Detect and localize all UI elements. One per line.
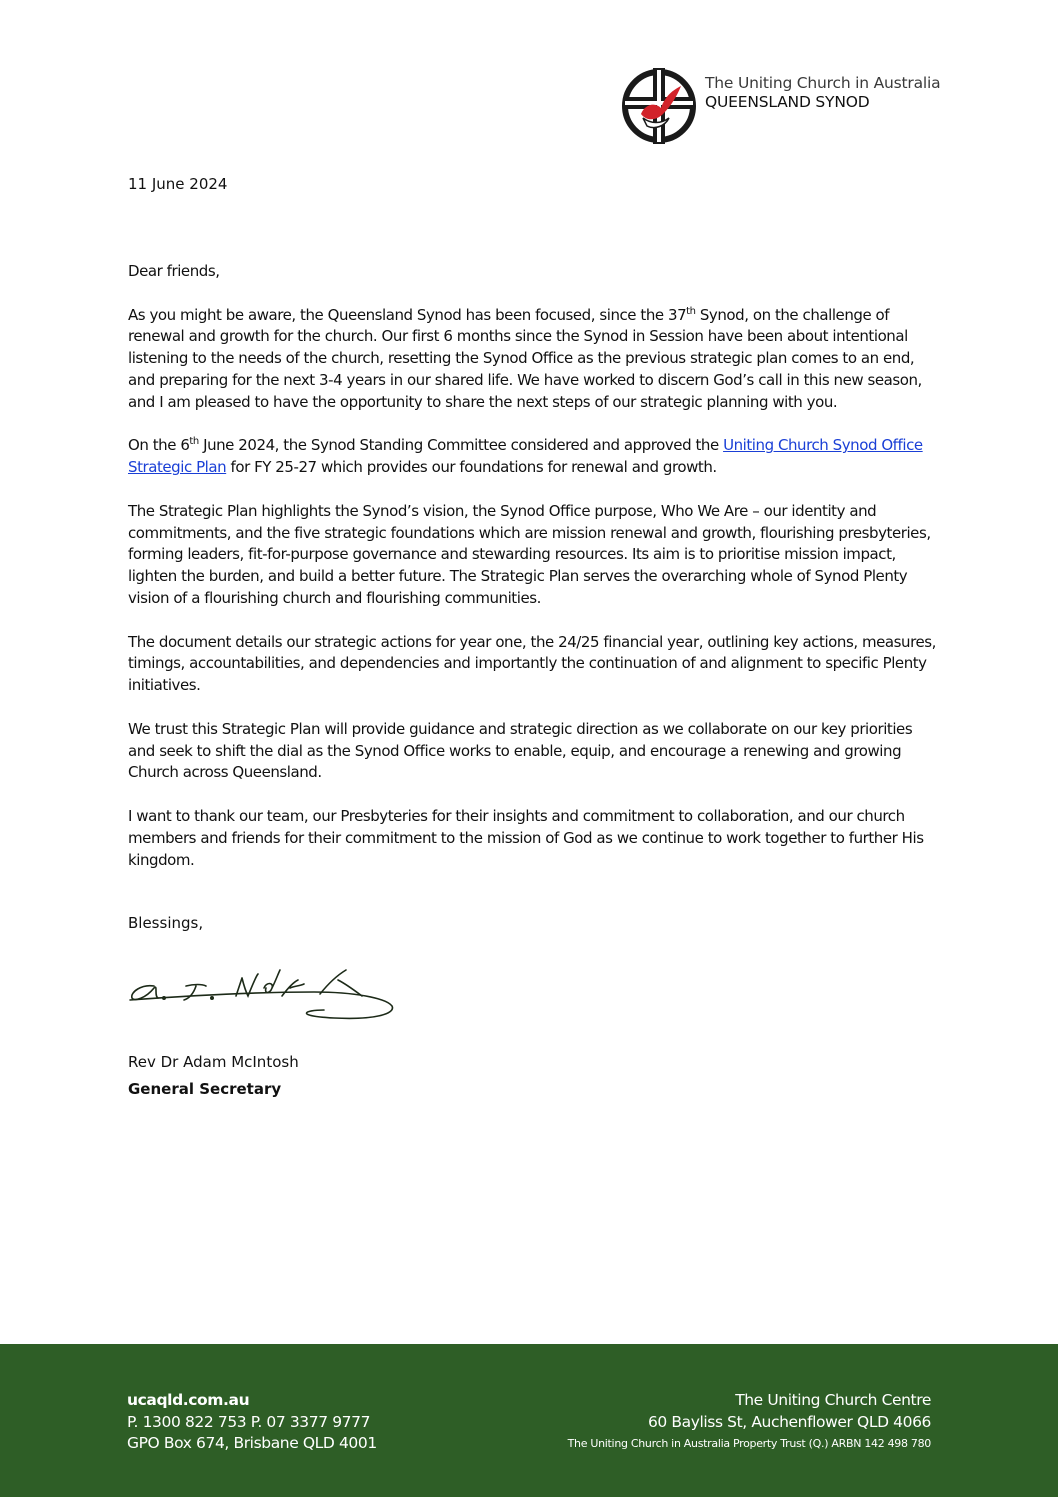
org-synod: QUEENSLAND SYNOD bbox=[705, 93, 870, 111]
paragraph-5: We trust this Strategic Plan will provide guidance and strategic direction as we collaborate on our key priorities and seek to shift the dial as the Synod Office works to enable, equip, and encourage a renewing and growing Church across Queensland. bbox=[128, 719, 913, 782]
letterhead-logo bbox=[621, 66, 941, 146]
paragraph-3: The Strategic Plan highlights the Synod’s vision, the Synod Office purpose, Who We Are – our identity and commitments, and the five strategic foundations which are mission renewal and growth, flourishing presbyteries, forming leaders, fit-for-purpose governance and stewarding resources. Its aim is to prioritise mission impact, lighten the burden, and build a better future. The Strategic Plan serves the overarching whole of Synod Plenty vision of a flourishing church and flourishing communities. bbox=[128, 501, 931, 607]
footer-centre-name: The Uniting Church Centre bbox=[735, 1391, 931, 1409]
footer-postal: GPO Box 674, Brisbane QLD 4001 bbox=[127, 1434, 377, 1452]
strategic-plan-link[interactable]: Uniting Church Synod Office Strategic Plan bbox=[128, 436, 923, 477]
signatory-title: General Secretary bbox=[128, 1080, 282, 1098]
paragraph-2: On the 6th June 2024, the Synod Standing Committee considered and approved the Uniting Church Synod Office Strategic Plan for FY 25-27 which provides our foundations for renewal and growth. bbox=[128, 436, 923, 477]
footer-street: 60 Bayliss St, Auchenflower QLD 4066 bbox=[647, 1412, 931, 1431]
salutation: Dear friends, bbox=[128, 262, 220, 280]
uniting-church-emblem-icon bbox=[621, 66, 699, 146]
handwritten-signature-icon bbox=[124, 966, 404, 1026]
footer bbox=[0, 1344, 1058, 1497]
footer-phones: P. 1300 822 753 P. 07 3377 9777 bbox=[127, 1412, 371, 1431]
paragraph-1: As you might be aware, the Queensland Synod has been focused, since the 37th Synod, on the challenge of renewal and growth for the church. Our first 6 months since the Synod in Session have been about intentional listening to the needs of the church, resetting the Synod Office as the previous strategic plan comes to an end, and preparing for the next 3-4 years in our shared life. We have worked to discern God’s call in this new season, and I am pleased to have the opportunity to share the next steps of our strategic planning with you. bbox=[128, 305, 922, 411]
footer-contact bbox=[127, 1390, 377, 1455]
org-name: The Uniting Church in Australia bbox=[705, 74, 941, 92]
letter-body bbox=[128, 261, 943, 893]
footer-trust: The Uniting Church in Australia Property Trust (Q.) ARBN 142 498 780 bbox=[567, 1437, 931, 1450]
signature bbox=[124, 966, 404, 1030]
paragraph-6: I want to thank our team, our Presbyteries for their insights and commitment to collaboration, and our church members and friends for their commitment to the mission of God as we continue to work together to further His kingdom. bbox=[128, 806, 924, 869]
footer-address bbox=[568, 1390, 931, 1455]
signoff: Blessings, bbox=[128, 914, 204, 932]
footer-website-link[interactable]: ucaqld.com.au bbox=[127, 1391, 250, 1409]
letter-date: 11 June 2024 bbox=[128, 175, 228, 193]
paragraph-4: The document details our strategic actions for year one, the 24/25 financial year, outlining key actions, measures, timings, accountabilities, and dependencies and importantly the continuation of and alignment to specific Plenty initiatives. bbox=[128, 632, 936, 695]
signatory-name: Rev Dr Adam McIntosh bbox=[128, 1053, 299, 1071]
